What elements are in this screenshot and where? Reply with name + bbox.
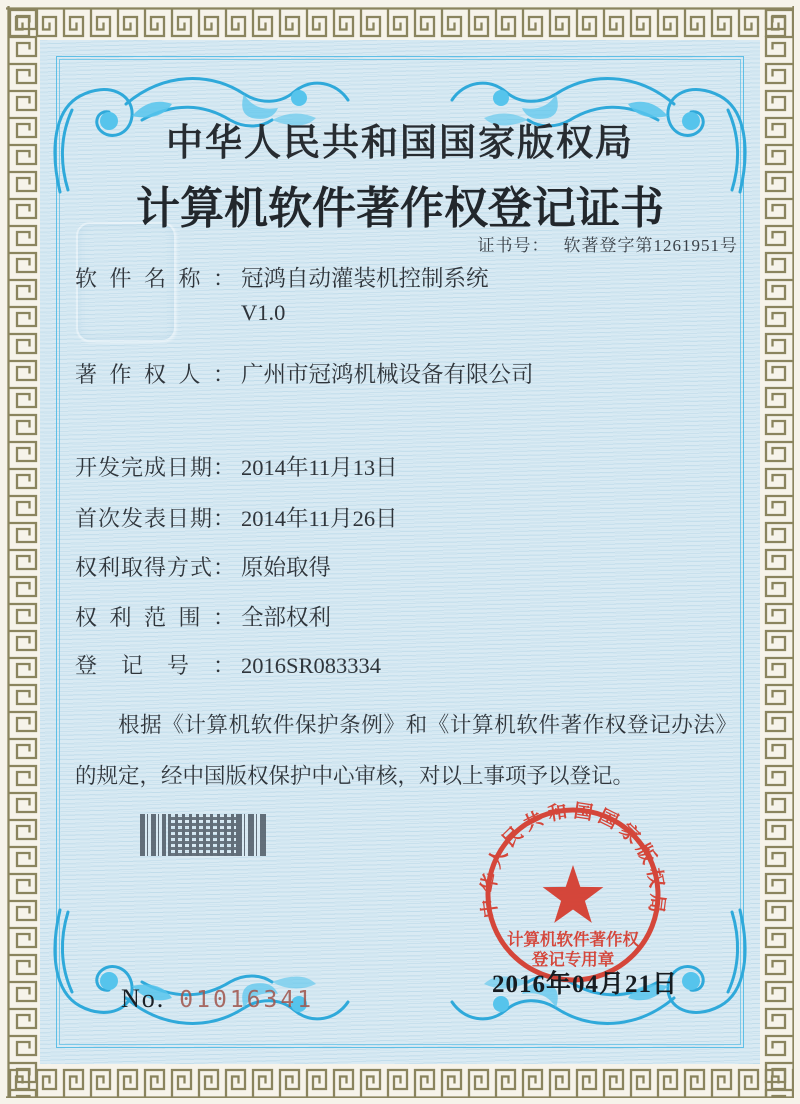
field-value (241, 262, 489, 330)
field-row-rights-scope (75, 601, 331, 635)
field-row-copyright-owner (75, 358, 534, 392)
seal-line1: 计算机软件著作权 (507, 930, 639, 949)
field-row-rights-acquisition (75, 551, 331, 585)
software-name: 冠鸿自动灌装机控制系统 (241, 266, 489, 291)
seal-line2: 登记专用章 (531, 950, 615, 969)
field-label: 开发完成日期： (75, 455, 235, 480)
field-label: 登记号： (75, 653, 235, 678)
software-version: V1.0 (241, 300, 286, 325)
seal-ring-text: 中华人民共和国国家版权局 (478, 800, 668, 920)
barcode-matrix (168, 814, 236, 856)
field-value: 2014年11月13日 (241, 455, 398, 480)
greek-key-border-top (6, 6, 794, 40)
statement-paragraph: 根据《计算机软件保护条例》和《计算机软件著作权登记办法》的规定，经中国版权保护中心审核，对以上事项予以登记。 (75, 713, 737, 788)
barcode-left-bars (140, 814, 166, 856)
field-value: 原始取得 (241, 555, 332, 580)
greek-key-border-right (760, 6, 794, 1098)
barcode-right-bars (236, 814, 266, 856)
certificate-number (478, 231, 739, 256)
serial-line (121, 984, 314, 1014)
field-value: 2016SR083334 (241, 653, 382, 678)
field-label: 权利取得方式： (75, 555, 235, 580)
field-row-first-publish-date (75, 502, 398, 536)
field-value: 全部权利 (241, 605, 332, 630)
scroll-ornament-icon (46, 906, 376, 1056)
issuer-title: 中华人民共和国国家版权局 (166, 123, 634, 164)
field-row-software-name (75, 262, 489, 330)
field-row-dev-complete-date (75, 451, 398, 485)
field-label: 权利范围： (75, 605, 235, 630)
serial-number: 01016341 (179, 987, 315, 1013)
greek-key-border-bottom (6, 1064, 794, 1098)
field-label: 首次发表日期： (75, 506, 235, 531)
field-label: 著作权人： (75, 362, 235, 387)
certificate-number-label: 证书号： (477, 236, 550, 255)
official-seal (478, 800, 668, 990)
greek-key-border-left (6, 6, 40, 1098)
serial-label: No. (121, 984, 166, 1013)
barcode (140, 814, 266, 856)
field-row-registration-number (75, 649, 381, 683)
seal-star-icon (543, 865, 604, 923)
field-label: 软件名称： (75, 266, 235, 291)
doc-title: 计算机软件著作权登记证书 (136, 184, 664, 233)
field-value: 广州市冠鸿机械设备有限公司 (241, 362, 534, 387)
certificate-number-value: 软著登字第1261951号 (563, 236, 738, 255)
issue-date: 2016年04月21日 (492, 971, 679, 998)
field-value: 2014年11月26日 (241, 506, 398, 531)
